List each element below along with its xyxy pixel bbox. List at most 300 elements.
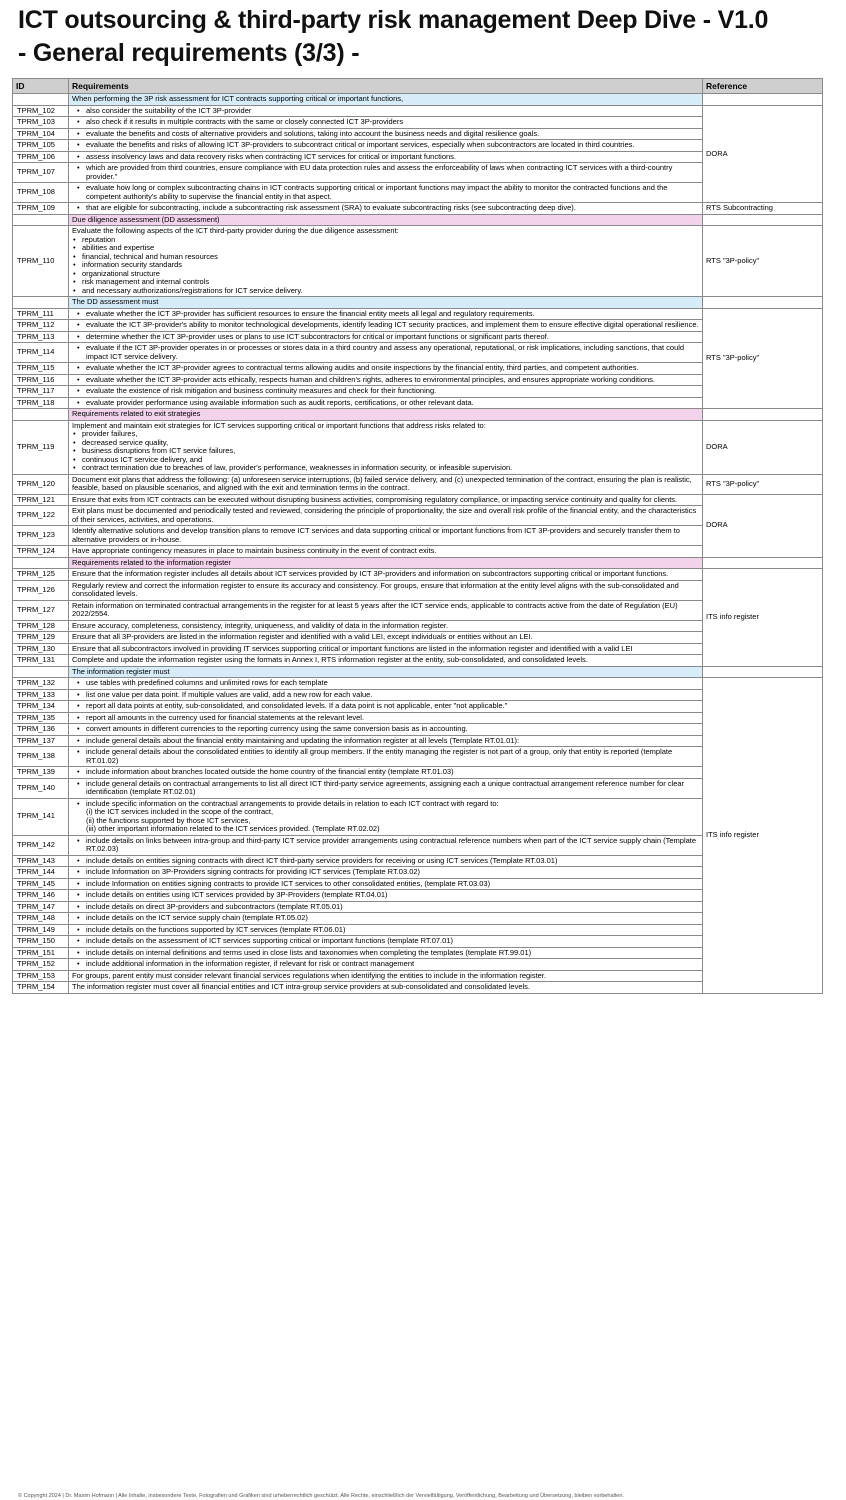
requirement-text: • evaluate if the ICT 3P-provider operates in or processes or stores data in a third country and assess any operational, reputational, or risk implications, including sanctions, that could impact ICT service delivery.: [86, 344, 699, 361]
bullet-list: [72, 903, 699, 912]
table-header-row: [13, 79, 823, 94]
requirement-text-cell: [69, 924, 703, 936]
page-title: [18, 4, 838, 70]
bullet-list: [72, 130, 699, 139]
requirement-id: TPRM_136: [13, 724, 69, 736]
requirement-id: TPRM_102: [13, 105, 69, 117]
requirement-text-cell: [69, 959, 703, 971]
section-row: [13, 297, 823, 309]
bullet-list: [72, 310, 699, 319]
requirement-text: • determine whether the ICT 3P-provider uses or plans to use ICT subcontractors for critical or important functions or significant parts thereof.: [86, 333, 699, 342]
requirement-text-cell: [69, 226, 703, 297]
requirement-text: Ensure that all 3P-providers are listed in the information register and identified with a valid LEI, except individuals or entities without an LEI.: [72, 632, 533, 641]
requirement-text-cell: [69, 474, 703, 494]
section-id-cell: [13, 94, 69, 106]
requirement-text: • also check if it results in multiple contracts with the same or closely connected ICT 3P-providers: [86, 118, 699, 127]
requirement-text: • evaluate whether the ICT 3P-provider has sufficient resources to ensure the financial entity meets all legal and regulatory requirements.: [86, 310, 699, 319]
requirement-text-cell: [69, 855, 703, 867]
requirement-text-cell: [69, 913, 703, 925]
section-id-cell: [13, 297, 69, 309]
section-id-cell: [13, 666, 69, 678]
requirement-text: • evaluate whether the ICT 3P-provider agrees to contractual terms allowing audits and onsite inspections by the financial entity, third parties, and competent authorities.: [86, 364, 699, 373]
requirement-id: TPRM_115: [13, 363, 69, 375]
reference-cell: ITS info register: [703, 678, 823, 994]
bullet-list: [72, 679, 699, 688]
bullet-list: [72, 937, 699, 946]
requirement-text-cell: [69, 151, 703, 163]
requirement-text: • evaluate the benefits and costs of alternative providers and solutions, taking into account the business needs and digital resilience goals.: [86, 130, 699, 139]
requirement-text-cell: [69, 163, 703, 183]
requirement-id: TPRM_113: [13, 331, 69, 343]
subitem: • and necessary authorizations/registrations for ICT service delivery.: [82, 287, 699, 296]
table-body: [13, 94, 823, 994]
section-ref-cell: [703, 94, 823, 106]
requirement-id: TPRM_138: [13, 747, 69, 767]
reference-cell: RTS "3P-policy": [703, 474, 823, 494]
table-row: [13, 835, 823, 855]
requirement-text: • include details on the functions supported by ICT services (template RT.06.01): [86, 926, 699, 935]
requirement-id: TPRM_152: [13, 959, 69, 971]
table-row: [13, 203, 823, 215]
requirement-text: • evaluate whether the ICT 3P-provider acts ethically, respects human and children's rights, adheres to environmental principles, and ensures appropriate working conditions.: [86, 376, 699, 385]
bullet-list: [72, 868, 699, 877]
reference-cell: RTS "3P-policy": [703, 308, 823, 409]
table-row: [13, 363, 823, 375]
table-row: [13, 747, 823, 767]
table-row: [13, 867, 823, 879]
section-row: [13, 214, 823, 226]
requirement-id: TPRM_134: [13, 701, 69, 713]
requirement-text-cell: [69, 878, 703, 890]
requirements-table: [12, 78, 823, 994]
requirement-text-cell: [69, 747, 703, 767]
table-row: [13, 959, 823, 971]
section-title: The DD assessment must: [69, 297, 703, 309]
requirement-text: • include details on direct 3P-providers and subcontractors (template RT.05.01): [86, 903, 699, 912]
requirement-text: Implement and maintain exit strategies for ICT services supporting critical or important functions that address risks related to:: [72, 420, 486, 430]
bullet-list: [72, 837, 699, 854]
requirement-text: • use tables with predefined columns and unlimited rows for each template: [86, 679, 699, 688]
requirement-text-cell: [69, 308, 703, 320]
section-ref-cell: [703, 409, 823, 421]
requirement-id: TPRM_140: [13, 778, 69, 798]
section-id-cell: [13, 557, 69, 569]
table-row: [13, 643, 823, 655]
requirement-text-cell: [69, 203, 703, 215]
requirement-id: TPRM_104: [13, 128, 69, 140]
requirement-id: TPRM_117: [13, 386, 69, 398]
requirement-id: TPRM_142: [13, 835, 69, 855]
table-row: [13, 386, 823, 398]
requirement-id: TPRM_127: [13, 600, 69, 620]
table-row: [13, 632, 823, 644]
sub-line: (ii) the functions supported by those ICT services,: [86, 815, 251, 825]
requirement-text: Complete and update the information register using the formats in Annex I, RTS information register at the entity, sub-consolidated, and consolidated levels.: [72, 655, 588, 664]
table-row: [13, 343, 823, 363]
requirement-text-cell: [69, 374, 703, 386]
section-row: [13, 666, 823, 678]
requirement-text: • include general details about the consolidated entities to identify all group members. If the entity managing the register is not part of a group, only that entity is reported (template RT.01.02): [86, 748, 699, 765]
requirement-id: TPRM_119: [13, 420, 69, 474]
requirement-text-cell: [69, 798, 703, 835]
requirement-id: TPRM_146: [13, 890, 69, 902]
requirement-text: • evaluate the benefits and risks of allowing ICT 3P-providers to subcontract critical or important services, especially when subcontractors are located in third countries.: [86, 141, 699, 150]
requirement-text: • include details on entities signing contracts with direct ICT third-party service providers for receiving or using ICT services (Template RT.03.01): [86, 857, 699, 866]
bullet-list: [72, 891, 699, 900]
requirement-id: TPRM_144: [13, 867, 69, 879]
requirement-id: TPRM_107: [13, 163, 69, 183]
requirement-id: TPRM_133: [13, 689, 69, 701]
bullet-list: [72, 780, 699, 797]
bullet-list: [72, 725, 699, 734]
section-row: [13, 557, 823, 569]
requirement-text-cell: [69, 506, 703, 526]
requirement-text-cell: [69, 140, 703, 152]
requirement-text-cell: [69, 343, 703, 363]
requirement-text: • include details on the assessment of ICT services supporting critical or important functions (template RT.07.01): [86, 937, 699, 946]
requirement-text: The information register must cover all financial entities and ICT intra-group service providers at sub-consolidated and consolidated levels.: [72, 982, 531, 991]
table-row: [13, 140, 823, 152]
table-row: [13, 128, 823, 140]
requirement-text: Ensure accuracy, completeness, consistency, integrity, uniqueness, and validity of data in the information register.: [72, 620, 449, 630]
reference-cell: DORA: [703, 105, 823, 203]
bullet-list: [72, 926, 699, 935]
table-row: [13, 735, 823, 747]
requirement-id: TPRM_106: [13, 151, 69, 163]
reference-cell: RTS "3P-policy": [703, 226, 823, 297]
requirement-text-cell: [69, 947, 703, 959]
requirement-text-cell: [69, 701, 703, 713]
subitem: • information security standards: [82, 261, 699, 270]
subitem: • decreased service quality,: [82, 439, 699, 448]
table-row: [13, 798, 823, 835]
requirement-text: • include details on internal definitions and terms used in close lists and taxonomies when completing the templates (template RT.99.01): [86, 949, 699, 958]
requirement-id: TPRM_108: [13, 183, 69, 203]
requirement-id: TPRM_111: [13, 308, 69, 320]
requirement-text-cell: [69, 767, 703, 779]
table-row: [13, 712, 823, 724]
bullet-list: [72, 800, 699, 809]
bullet-list: [72, 153, 699, 162]
table-row: [13, 526, 823, 546]
bullet-list: [72, 949, 699, 958]
requirement-id: TPRM_137: [13, 735, 69, 747]
section-title: When performing the 3P risk assessment for ICT contracts supporting critical or important functions,: [69, 94, 703, 106]
header-reference: Reference: [703, 79, 823, 94]
subitem: • contract termination due to breaches of law, provider's performance, weaknesses in information security, or infeasible supervision.: [82, 464, 699, 473]
requirement-text: Regularly review and correct the information register to ensure its accuracy and consistency. For groups, ensure that information at the entity level aligns with the sub-consolidated and consolidated levels.: [72, 580, 679, 598]
requirement-text-cell: [69, 735, 703, 747]
sub-line: (i) the ICT services included in the scope of the contract,: [86, 807, 274, 816]
table-row: [13, 320, 823, 332]
requirement-id: TPRM_139: [13, 767, 69, 779]
table-row: [13, 778, 823, 798]
bullet-list: [72, 880, 699, 889]
subitem: • risk management and internal controls: [82, 278, 699, 287]
table-row: [13, 936, 823, 948]
requirement-text-cell: [69, 678, 703, 690]
requirement-text-cell: [69, 526, 703, 546]
requirement-text: • evaluate provider performance using available information such as audit reports, certifications, or other relevant data.: [86, 399, 699, 408]
table-row: [13, 982, 823, 994]
bullet-list: [72, 914, 699, 923]
requirement-text: • evaluate the ICT 3P-provider's ability to monitor technological developments, identify leading ICT security practices, and implement them to ensure effective digital operational resilience.: [86, 321, 699, 330]
requirement-text: • include general details about the financial entity maintaining and updating the information register at all levels (Template RT.01.01):: [86, 737, 699, 746]
section-title: Requirements related to the information register: [69, 557, 703, 569]
requirement-id: TPRM_124: [13, 546, 69, 558]
requirement-id: TPRM_103: [13, 117, 69, 129]
table-row: [13, 855, 823, 867]
requirement-text-cell: [69, 117, 703, 129]
requirement-text: • that are eligible for subcontracting, include a subcontracting risk assessment (SRA) to evaluate subcontracting risks (see subcontracting deep dive).: [86, 204, 699, 213]
subitem: • business disruptions from ICT service failures,: [82, 447, 699, 456]
table-row: [13, 901, 823, 913]
bullet-list: [72, 960, 699, 969]
requirement-id: TPRM_148: [13, 913, 69, 925]
requirement-text-cell: [69, 778, 703, 798]
title-line-2: - General requirements (3/3) -: [18, 39, 360, 67]
requirement-text-cell: [69, 936, 703, 948]
requirement-id: TPRM_147: [13, 901, 69, 913]
bullet-list: [72, 691, 699, 700]
requirement-text-cell: [69, 901, 703, 913]
requirement-text-cell: [69, 569, 703, 581]
bullet-list: [72, 321, 699, 330]
bullet-list: [72, 184, 699, 201]
table-row: [13, 420, 823, 474]
requirement-id: TPRM_135: [13, 712, 69, 724]
requirement-id: TPRM_145: [13, 878, 69, 890]
table-row: [13, 569, 823, 581]
requirement-id: TPRM_151: [13, 947, 69, 959]
sub-line: (iii) other important information related to the ICT services provided. (Template RT.02.02): [86, 824, 380, 833]
section-title: The information register must: [69, 666, 703, 678]
requirement-text: For groups, parent entity must consider relevant financial services regulations when identifying the entities to include in the information register.: [72, 970, 547, 980]
bullet-list: [72, 364, 699, 373]
requirement-id: TPRM_154: [13, 982, 69, 994]
requirements-table-wrapper: [12, 78, 822, 994]
bullet-list: [72, 344, 699, 361]
reference-cell: ITS info register: [703, 569, 823, 667]
table-row: [13, 397, 823, 409]
requirement-id: TPRM_112: [13, 320, 69, 332]
requirement-id: TPRM_123: [13, 526, 69, 546]
table-row: [13, 374, 823, 386]
subitem: • financial, technical and human resources: [82, 253, 699, 262]
table-row: [13, 183, 823, 203]
requirement-text-cell: [69, 970, 703, 982]
requirement-id: TPRM_153: [13, 970, 69, 982]
requirement-id: TPRM_122: [13, 506, 69, 526]
requirement-text: Ensure that all subcontractors involved in providing IT services supporting critical or important functions are listed in the information register and identified with a valid LEI: [72, 643, 633, 653]
bullet-list: [72, 768, 699, 777]
requirement-text: • also consider the suitability of the ICT 3P-provider: [86, 107, 699, 116]
table-row: [13, 117, 823, 129]
section-ref-cell: [703, 214, 823, 226]
requirement-text: • include details on the ICT service supply chain (template RT.05.02): [86, 914, 699, 923]
requirement-text-cell: [69, 128, 703, 140]
requirement-text: • include information about branches located outside the home country of the financial entity (template RT.01.03): [86, 768, 699, 777]
requirement-text: • assess insolvency laws and data recovery risks when contracting ICT services for critical or important functions.: [86, 153, 699, 162]
table-row: [13, 331, 823, 343]
requirement-text-cell: [69, 397, 703, 409]
requirement-text-cell: [69, 600, 703, 620]
bullet-list: [72, 107, 699, 116]
table-row: [13, 890, 823, 902]
bullet-list: [72, 164, 699, 181]
requirement-id: TPRM_128: [13, 620, 69, 632]
requirement-text-cell: [69, 982, 703, 994]
requirement-text: • report all amounts in the currency used for financial statements at the relevant level.: [86, 714, 699, 723]
requirement-text: Evaluate the following aspects of the ICT third-party provider during the due diligence assessment:: [72, 226, 399, 235]
requirement-id: TPRM_131: [13, 655, 69, 667]
requirement-text: • include details on entities using ICT services provided by 3P-Providers (template RT.04.01): [86, 891, 699, 900]
requirement-text: Exit plans must be documented and periodically tested and reviewed, considering the principle of proportionality, the size and overall risk profile of the financial entity, and the characteristics of their services, activities, and operations.: [72, 506, 697, 524]
requirement-id: TPRM_150: [13, 936, 69, 948]
requirement-text: Ensure that exits from ICT contracts can be executed without disrupting business activities, compromising regulatory compliance, or impacting service continuity and quality for clients.: [72, 494, 678, 504]
table-row: [13, 620, 823, 632]
section-ref-cell: [703, 557, 823, 569]
bullet-list: [72, 399, 699, 408]
requirement-text: • include Information on 3P-Providers signing contracts for providing ICT services (Template RT.03.02): [86, 868, 699, 877]
bullet-list: [72, 748, 699, 765]
bullet-list: [72, 376, 699, 385]
requirement-text-cell: [69, 183, 703, 203]
requirement-id: TPRM_141: [13, 798, 69, 835]
requirement-id: TPRM_109: [13, 203, 69, 215]
requirement-text: • evaluate how long or complex subcontracting chains in ICT contracts supporting critical or important functions may impact the ability to monitor the contracted functions and the competent authority's ability to supervise the financial entity in that aspect.: [86, 184, 699, 201]
bullet-list: [72, 387, 699, 396]
requirement-id: TPRM_116: [13, 374, 69, 386]
requirement-subitems: [72, 236, 699, 296]
requirement-id: TPRM_121: [13, 494, 69, 506]
sub-lines: [72, 808, 699, 834]
requirement-id: TPRM_105: [13, 140, 69, 152]
requirement-id: TPRM_118: [13, 397, 69, 409]
header-requirements: Requirements: [69, 79, 703, 94]
requirement-text-cell: [69, 890, 703, 902]
requirement-text: • report all data points at entity, sub-consolidated, and consolidated levels. If a data point is not applicable, enter "not applicable.": [86, 702, 699, 711]
header-id: ID: [13, 79, 69, 94]
requirement-id: TPRM_132: [13, 678, 69, 690]
requirement-text-cell: [69, 580, 703, 600]
reference-cell: RTS Subcontracting: [703, 203, 823, 215]
section-ref-cell: [703, 666, 823, 678]
requirement-id: TPRM_129: [13, 632, 69, 644]
requirement-text: • which are provided from third countries, ensure compliance with EU data protection rules and assess the enforceability of laws when contracting ICT services with a third-country provider.": [86, 164, 699, 181]
title-line-1: ICT outsourcing & third-party risk management Deep Dive - V1.0: [18, 6, 769, 34]
section-title: Requirements related to exit strategies: [69, 409, 703, 421]
subitem: • continuous ICT service delivery, and: [82, 456, 699, 465]
requirement-text-cell: [69, 105, 703, 117]
requirement-text-cell: [69, 632, 703, 644]
requirement-text-cell: [69, 712, 703, 724]
table-row: [13, 947, 823, 959]
section-row: [13, 94, 823, 106]
section-row: [13, 409, 823, 421]
requirement-text: Identify alternative solutions and develop transition plans to remove ICT services and data supporting critical or important functions from ICT 3P-providers and securely transfer them to alternative providers or in-house.: [72, 526, 680, 544]
bullet-list: [72, 333, 699, 342]
requirement-text-cell: [69, 420, 703, 474]
table-row: [13, 474, 823, 494]
requirement-id: TPRM_110: [13, 226, 69, 297]
requirement-text-cell: [69, 386, 703, 398]
table-row: [13, 151, 823, 163]
bullet-list: [72, 714, 699, 723]
requirement-text: Retain information on terminated contractual arrangements in the register for at least 5 years after the ICT service ends, applicable to contracts active from the date of Regulation (EU) 2022/2554.: [72, 600, 678, 618]
requirement-text-cell: [69, 724, 703, 736]
bullet-list: [72, 857, 699, 866]
table-row: [13, 600, 823, 620]
table-row: [13, 655, 823, 667]
table-row: [13, 494, 823, 506]
requirement-id: TPRM_120: [13, 474, 69, 494]
requirement-id: TPRM_126: [13, 580, 69, 600]
requirement-text-cell: [69, 643, 703, 655]
reference-cell: DORA: [703, 494, 823, 557]
requirement-text: • list one value per data point. If multiple values are valid, add a new row for each value.: [86, 691, 699, 700]
section-title: Due diligence assessment (DD assessment): [69, 214, 703, 226]
requirement-text-cell: [69, 867, 703, 879]
requirement-id: TPRM_130: [13, 643, 69, 655]
subitem: • abilities and expertise: [82, 244, 699, 253]
requirement-text-cell: [69, 689, 703, 701]
requirement-text: Have appropriate contingency measures in place to maintain business continuity in the event of contract exits.: [72, 546, 437, 555]
requirement-text-cell: [69, 331, 703, 343]
requirement-text: • evaluate the existence of risk mitigation and business continuity measures and check for their functioning.: [86, 387, 699, 396]
table-row: [13, 580, 823, 600]
requirement-text: • include specific information on the contractual arrangements to provide details in relation to each ICT contract with regard to:: [86, 800, 699, 809]
requirement-text-cell: [69, 363, 703, 375]
section-id-cell: [13, 214, 69, 226]
bullet-list: [72, 702, 699, 711]
table-row: [13, 308, 823, 320]
requirement-text-cell: [69, 546, 703, 558]
requirement-id: TPRM_143: [13, 855, 69, 867]
requirement-subitems: [72, 430, 699, 473]
table-row: [13, 701, 823, 713]
table-row: [13, 924, 823, 936]
requirement-text: Ensure that the information register includes all details about ICT services provided by ICT 3P-providers and information on subcontractors supporting critical or important functions.: [72, 569, 669, 578]
requirement-id: TPRM_114: [13, 343, 69, 363]
table-row: [13, 724, 823, 736]
section-ref-cell: [703, 297, 823, 309]
table-row: [13, 878, 823, 890]
table-row: [13, 226, 823, 297]
requirement-id: TPRM_149: [13, 924, 69, 936]
requirement-text-cell: [69, 835, 703, 855]
table-row: [13, 689, 823, 701]
subitem: • reputation: [82, 236, 699, 245]
requirement-id: TPRM_125: [13, 569, 69, 581]
requirement-text-cell: [69, 320, 703, 332]
requirement-text: • include additional information in the information register, if relevant for risk or contract management: [86, 960, 699, 969]
requirement-text-cell: [69, 494, 703, 506]
bullet-list: [72, 737, 699, 746]
table-row: [13, 546, 823, 558]
table-row: [13, 163, 823, 183]
bullet-list: [72, 204, 699, 213]
subitem: • provider failures,: [82, 430, 699, 439]
section-id-cell: [13, 409, 69, 421]
table-row: [13, 913, 823, 925]
requirement-text: • convert amounts in different currencies to the reporting currency using the same conversion basis as in accounting.: [86, 725, 699, 734]
requirement-text: • include details on links between intra-group and third-party ICT service provider arrangements using contractual reference numbers when part of the ICT service supply chain (Template RT.02.03): [86, 837, 699, 854]
copyright-footer: © Copyright 2024 | Dr. Maxim Hofmann | Alle Inhalte, insbesondere Texte, Fotografien und Grafiken sind urheberrechtlich geschützt. Alle Rechte, einschließlich der Vervielfältigung, Veröffentlichung, Bearbeitung und Übersetzung, bleiben vorbehalten.: [18, 1493, 624, 1499]
table-row: [13, 767, 823, 779]
bullet-list: [72, 118, 699, 127]
table-row: [13, 506, 823, 526]
